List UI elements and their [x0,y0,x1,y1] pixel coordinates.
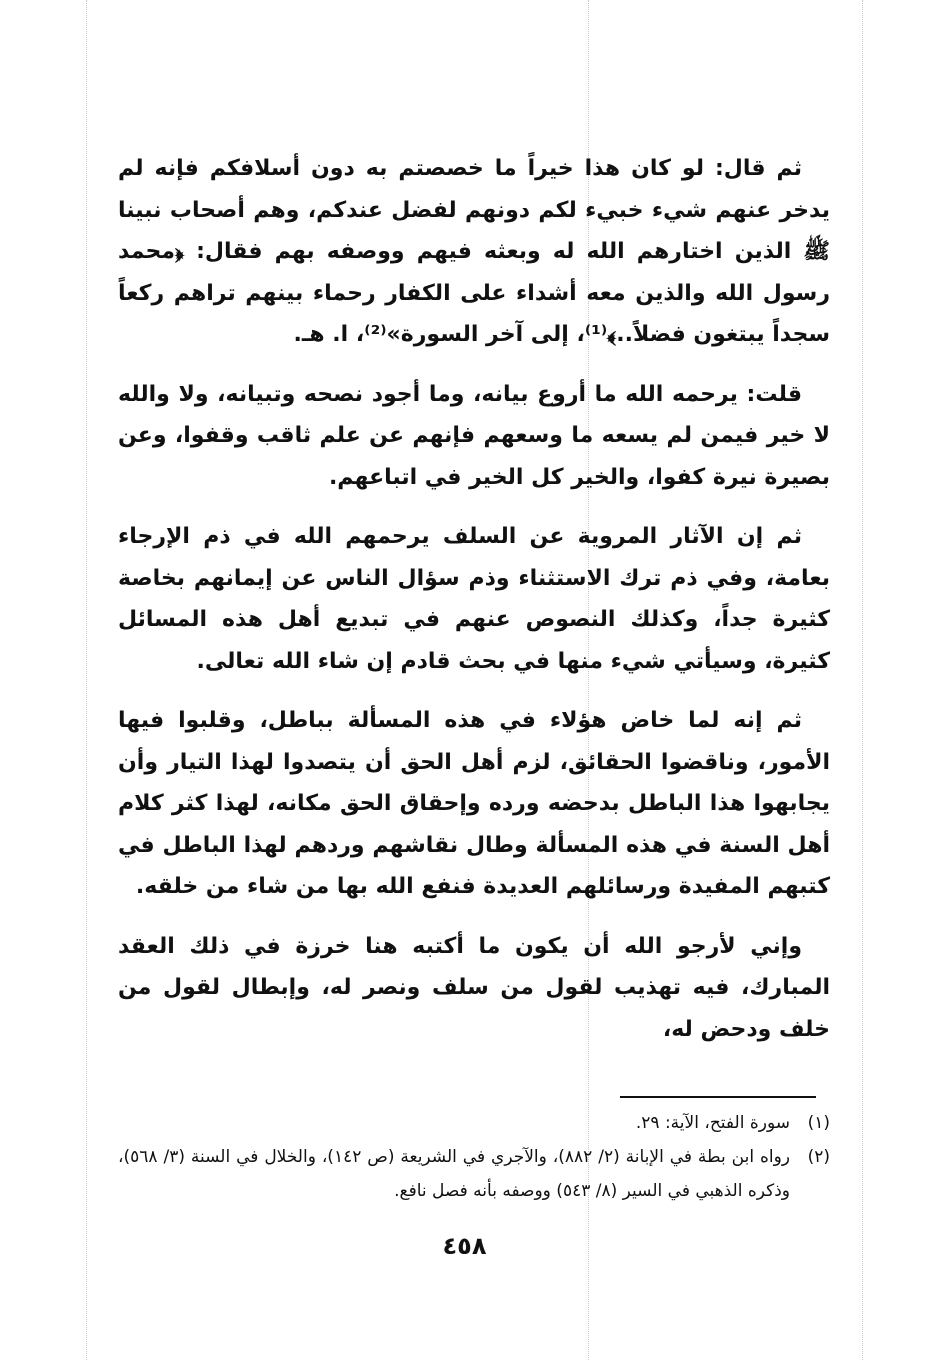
footnote-text: رواه ابن بطة في الإبانة (٢/ ٨٨٢)، والآجري في الشريعة (ص ١٤٢)، والخلال في السنة (٣/ ٥٦٨)، وذكره الذهبي في السير (٨/ ٥٤٣) ووصفه بأنه فصل نافع. [118,1147,791,1201]
footnotes [118,1106,830,1208]
paragraph: وإني لأرجو الله أن يكون ما أكتبه هنا خرزة في ذلك العقد المبارك، فيه تهذيب لقول من سلف ونصر له، وإبطال لقول من خلف ودحض له، [118,933,830,1042]
page-number: ٤٥٨ [442,1232,487,1260]
paragraph: ثم إن الآثار المروية عن السلف يرحمهم الله في ذم الإرجاء بعامة، وفي ذم ترك الاستثناء وذم سؤال الناس عن إيمانهم بخاصة كثيرة جداً، وكذلك النصوص عنهم في تبديع أهل هذه المسائل كثيرة، وسيأتي شيء منها في بحث قادم إن شاء الله تعالى. [118,524,830,674]
paragraph: ثم قال: لو كان هذا خيراً ما خصصتم به دون أسلافكم فإنه لم يدخر عنهم شيء خبيء لكم دونهم لفضل عندكم، وهم أصحاب نبينا ﷺ الذين اختارهم الله له وبعثه فيهم ووصفه بهم فقال: ﴿محمد رسول الله والذين معه أشداء على الكفار رحماء بينهم تراهم ركعاً سجداً يبتغون فضلاً..﴾⁽¹⁾، إلى آخر السورة»⁽²⁾، ا. هـ. [118,156,830,347]
paragraph: ثم إنه لما خاض هؤلاء في هذه المسألة بباطل، وقلبوا فيها الأمور، وناقضوا الحقائق، لزم أهل الحق أن يتصدوا لهذا التيار وأن يجابهوا هذا الباطل بدحضه ورده وإحقاق الحق مكانه، لهذا كثر كلام أهل السنة في هذه المسألة وطال نقاشهم وردهم لهذا الباطل في كتبهم المفيدة ورسائلهم العديدة فنفع الله بها من شاء من خلقه. [118,708,830,899]
scan-guide-line [86,0,87,1360]
footnote-number: (١) [807,1113,830,1133]
footnote-number: (٢) [807,1147,830,1167]
main-text [118,148,830,1068]
footnote [118,1106,830,1140]
footnote-separator [620,1096,816,1098]
scan-guide-line [862,0,863,1360]
footnote [118,1140,830,1208]
paragraph: قلت: يرحمه الله ما أروع بيانه، وما أجود نصحه وتبيانه، ولا والله لا خير فيمن لم يسعه ما وسعهم فإنهم عن علم ثاقب وقفوا، وعن بصيرة نيرة كفوا، والخير كل الخير في اتباعهم. [118,381,830,490]
footnote-text: سورة الفتح، الآية: ٢٩. [635,1113,790,1133]
